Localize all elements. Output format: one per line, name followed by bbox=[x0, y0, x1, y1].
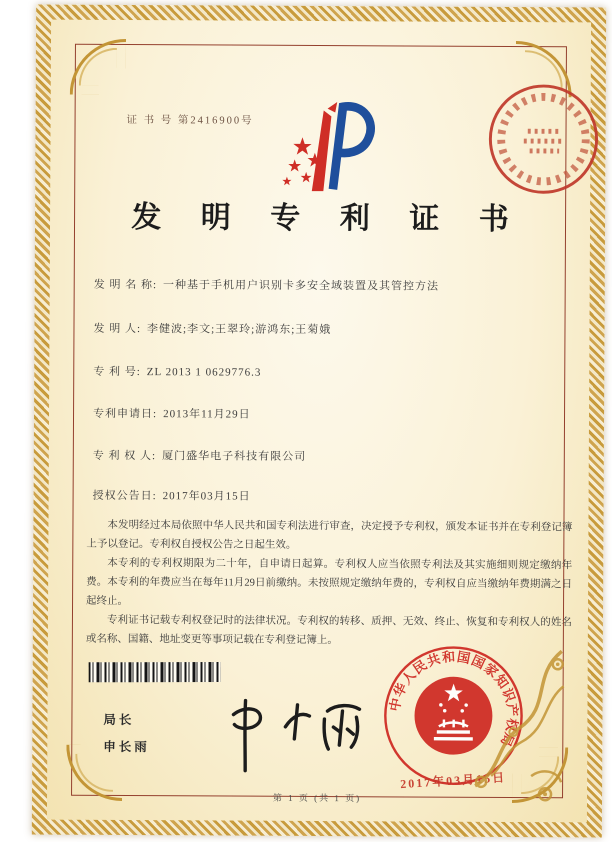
legal-paragraph: 本专利的专利权期限为二十年，自申请日起算。专利权人应当依照专利法及其实施细则规定缴纳年费。本专利的年费应当在每年11月29日前缴纳。未按照规定缴纳年费的，专利权自应当缴纳年费期满之日起终止。 bbox=[86, 557, 573, 608]
commissioner-name: 申长雨 bbox=[103, 739, 150, 755]
field-label: 专 利 号: bbox=[93, 365, 141, 379]
field-row-filing-date bbox=[93, 405, 251, 422]
field-row-patent-number bbox=[93, 363, 261, 380]
field-label: 发 明 人: bbox=[93, 322, 142, 336]
field-label: 发 明 名 称: bbox=[93, 278, 158, 292]
certificate-paper bbox=[32, 5, 606, 838]
commissioner-title: 局长 bbox=[103, 712, 135, 728]
field-value: 一种基于手机用户识别卡多安全域装置及其管控方法 bbox=[162, 279, 440, 293]
field-label: 专利申请日: bbox=[93, 407, 158, 421]
legal-paragraph: 专利证书记载专利权登记时的法律状况。专利权的转移、质押、无效、终止、恢复和专利权人的姓名或名称、国籍、地址变更等事项记载在专利登记簿上。 bbox=[85, 614, 572, 647]
corner-ornament-icon bbox=[70, 39, 126, 95]
field-value: 2013年11月29日 bbox=[163, 408, 251, 421]
seal-date: 2017年03月15日 bbox=[399, 770, 507, 792]
field-row-inventors bbox=[93, 320, 331, 337]
patent-office-logo-icon bbox=[271, 99, 382, 196]
certificate-number: 证 书 号 第2416900号 bbox=[126, 114, 254, 127]
signature-icon bbox=[215, 684, 375, 775]
field-value: 2017年03月15日 bbox=[162, 490, 251, 503]
field-value: ZL 2013 1 0629776.3 bbox=[146, 366, 262, 379]
commissioner-block bbox=[103, 707, 150, 761]
gold-flourish-icon bbox=[461, 646, 572, 807]
field-label: 专 利 权 人: bbox=[92, 449, 157, 463]
anti-counterfeit-seal-icon bbox=[484, 80, 603, 199]
field-row-grant-date bbox=[93, 487, 251, 504]
legal-text bbox=[86, 516, 573, 652]
field-row-invention-name bbox=[94, 276, 439, 294]
page-footer: 第 1 页 (共 1 页) bbox=[272, 792, 362, 804]
certificate-inner-area bbox=[47, 20, 591, 823]
field-value: 厦门盛华电子科技有限公司 bbox=[162, 450, 307, 463]
field-label: 授权公告日: bbox=[92, 489, 157, 503]
certificate-title: 发 明 专 利 证 书 bbox=[131, 201, 525, 237]
barcode bbox=[89, 662, 221, 682]
field-value: 李健波;李文;王翠玲;游鸿东;王菊娥 bbox=[147, 323, 332, 337]
field-row-patentee bbox=[93, 447, 306, 464]
legal-paragraph: 本发明经过本局依照中华人民共和国专利法进行审查，决定授予专利权，颁发本证书并在专利登记簿上予以登记。专利权自授权公告之日起生效。 bbox=[86, 519, 573, 551]
seal-ring-text: 中华人民共和国国家知识产权局 bbox=[386, 648, 521, 750]
